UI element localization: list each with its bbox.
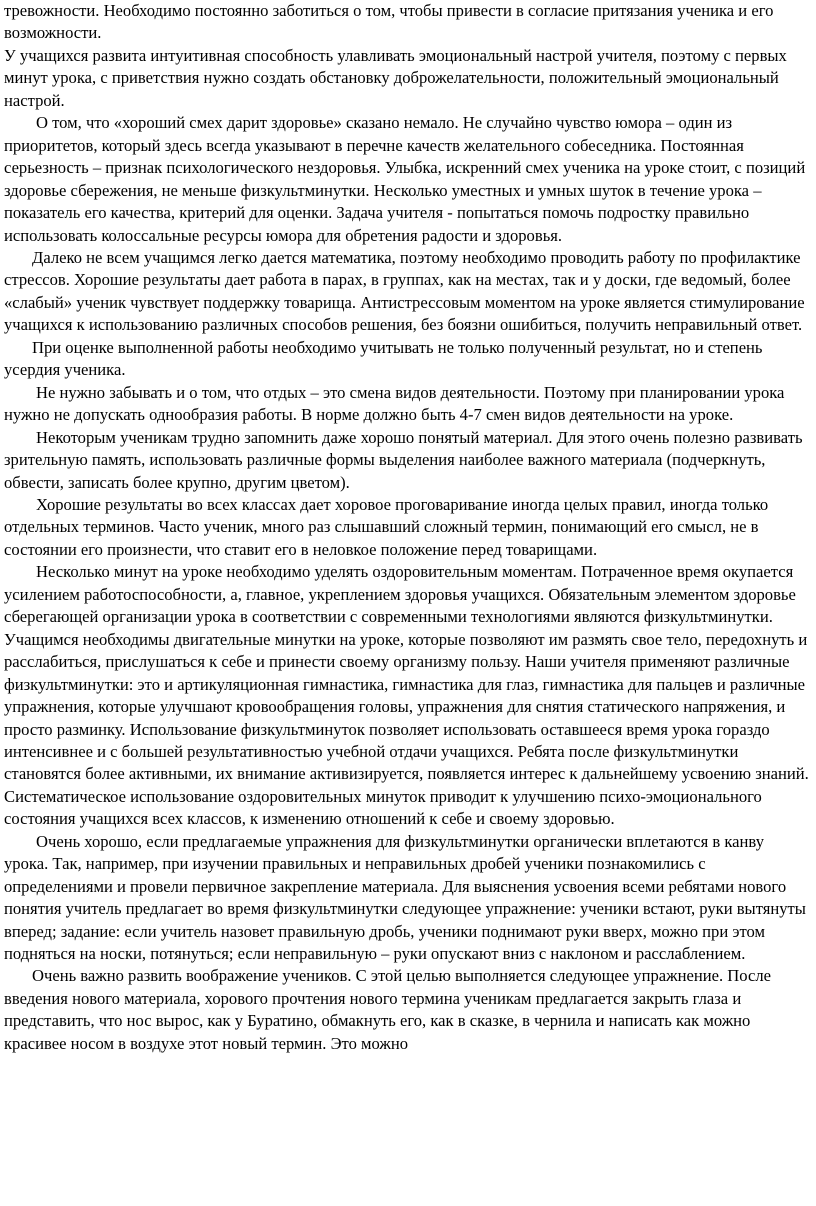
paragraph-10: Очень хорошо, если предлагаемые упражнения для физкультминутки органически вплетаются в канву урока. Так, например, при изучении правильных и неправильных дробей ученики познакомились с определениями и провели первичное закрепление материала. Для выяснения усвоения всеми ребятами нового понятия учитель предлагает во время физкультминутки следующее упражнение: ученики встают, руки вытянуты вперед; задание: если учитель назовет правильную дробь, ученики поднимают руки вверх, можно при этом подняться на носки, потянуться; если неправильную – руки опускают вниз с наклоном и расслаблением.	[4, 831, 806, 964]
paragraph-3: О том, что «хороший смех дарит здоровье» сказано немало. Не случайно чувство юмора – один из приоритетов, который здесь всегда указывают в перечне качеств желательного собеседника. Постоянная серьезность – признак психологического нездоровья. Улыбка, искренний смех ученика на уроке стоит, с позиций здоровье сбережения, не меньше физкультминутки. Несколько уместных и умных шуток в течение урока – показатель его качества, критерий для оценки. Задача учителя - попытаться помочь подростку правильно использовать колоссальные ресурсы юмора для обретения радости и здоровья.	[4, 113, 806, 245]
paragraph-7: Некоторым ученикам трудно запомнить даже хорошо понятый материал. Для этого очень полезно развивать зрительную память, использовать различные формы выделения наиболее важного материала (подчеркнуть, обвести, записать более крупно, другим цветом).	[4, 427, 803, 492]
document-page	[4, 0, 810, 1055]
paragraph-9: Несколько минут на уроке необходимо уделять оздоровительным моментам. Потраченное время окупается усилением работоспособности, а, главное, укреплением здоровья учащихся. Обязательным элементом здоровье сберегающей организации урока в соответствии с современными технологиями являются физкультминутки. Учащимся необходимы двигательные минутки на уроке, которые позволяют им размять свое тело, передохнуть и расслабиться, прислушаться к себе и принести своему организму пользу. Наши учителя применяют различные физкультминутки: это и артикуляционная гимнастика, гимнастика для глаз, гимнастика для пальцев и различные упражнения, которые улучшают кровообращения головы, упражнения для снятия статического напряжения, и просто разминку. Использование физкультминуток позволяет использовать оставшееся время урока гораздо интенсивнее и с большей результативностью учебной отдачи учащихся. Ребята после физкультминутки становятся более активными, их внимание активизируется, появляется интерес к дальнейшему усвоению знаний. Систематическое использование оздоровительных минуток приводит к улучшению психо-эмоционального состояния учащихся всех классов, к изменению отношений к себе и своему здоровью.	[4, 562, 809, 829]
paragraph-8: Хорошие результаты во всех классах дает хоровое проговаривание иногда целых правил, иногда только отдельных терминов. Часто ученик, много раз слышавший сложный термин, понимающий его смысл, не в состоянии его произнести, что ставит его в неловкое положение перед товарищами.	[4, 494, 769, 559]
paragraph-2: У учащихся развита интуитивная способность улавливать эмоциональный настрой учителя, поэтому с первых минут урока, с приветствия нужно создать обстановку доброжелательности, положительный эмоциональный настрой.	[4, 45, 787, 110]
paragraph-11: Очень важно развить воображение учеников. С этой целью выполняется следующее упражнение. После введения нового материала, хорового прочтения нового термина ученикам предлагается закрыть глаза и представить, что нос вырос, как у Буратино, обмакнуть его, как в сказке, в чернила и написать как можно красивее носом в воздухе этот новый термин. Это можно	[4, 966, 771, 1053]
paragraph-6: Не нужно забывать и о том, что отдых – это смена видов деятельности. Поэтому при планировании урока нужно не допускать однообразия работы. В норме должно быть 4-7 смен видов деятельности на уроке.	[4, 382, 785, 425]
paragraph-1: тревожности. Необходимо постоянно заботиться о том, чтобы привести в согласие притязания ученика и его возможности.	[4, 1, 774, 43]
paragraph-5: При оценке выполненной работы необходимо учитывать не только полученный результат, но и степень усердия ученика.	[4, 337, 763, 380]
paragraph-4: Далеко не всем учащимся легко дается математика, поэтому необходимо проводить работу по профилактике стрессов. Хорошие результаты дает работа в парах, в группах, как на местах, так и у доски, где ведомый, более «слабый» ученик чувствует поддержку товарища. Антистрессовым моментом на уроке является стимулирование учащихся к использованию различных способов решения, без боязни ошибиться, получить неправильный ответ.	[4, 247, 805, 335]
